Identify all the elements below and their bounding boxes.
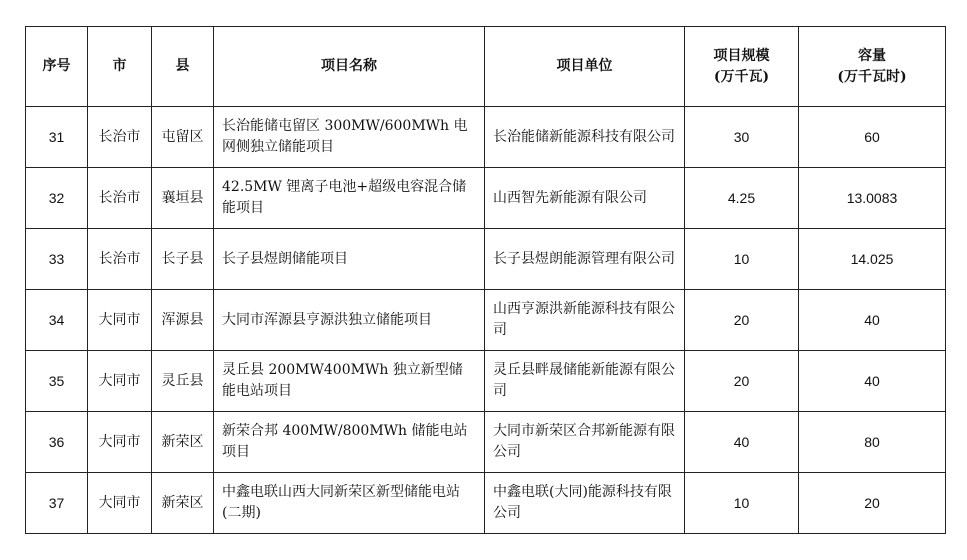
cell-seq: 37 [26, 473, 88, 534]
cell-seq: 33 [26, 229, 88, 290]
cell-county: 浑源县 [152, 290, 214, 351]
cell-seq: 35 [26, 351, 88, 412]
header-scale [685, 27, 799, 107]
cell-name: 中鑫电联山西大同新荣区新型储能电站(二期) [214, 473, 485, 534]
cell-capacity: 60 [799, 107, 946, 168]
cell-scale: 10 [685, 473, 799, 534]
cell-city: 大同市 [88, 412, 152, 473]
cell-capacity: 14.025 [799, 229, 946, 290]
table-row [26, 412, 946, 473]
header-capacity [799, 27, 946, 107]
table-row [26, 168, 946, 229]
header-city: 市 [88, 27, 152, 107]
header-scale-line2: (万千瓦) [713, 68, 770, 85]
cell-county: 长子县 [152, 229, 214, 290]
cell-name: 灵丘县 200MW400MWh 独立新型储能电站项目 [214, 351, 485, 412]
cell-city: 长治市 [88, 168, 152, 229]
header-capacity-line1: 容量 [858, 47, 886, 64]
cell-city: 长治市 [88, 107, 152, 168]
cell-unit: 长治能储新能源科技有限公司 [485, 107, 685, 168]
cell-unit: 山西亨源洪新能源科技有限公司 [485, 290, 685, 351]
cell-capacity: 40 [799, 290, 946, 351]
cell-scale: 40 [685, 412, 799, 473]
project-table [25, 26, 946, 534]
cell-seq: 34 [26, 290, 88, 351]
cell-city: 大同市 [88, 351, 152, 412]
cell-scale: 10 [685, 229, 799, 290]
header-seq: 序号 [26, 27, 88, 107]
cell-name: 42.5MW 锂离子电池+超级电容混合储能项目 [214, 168, 485, 229]
header-unit: 项目单位 [485, 27, 685, 107]
table-row [26, 290, 946, 351]
cell-county: 襄垣县 [152, 168, 214, 229]
header-capacity-line2: (万千瓦时) [837, 68, 907, 85]
header-scale-line1: 项目规模 [713, 47, 770, 64]
cell-scale: 30 [685, 107, 799, 168]
cell-city: 大同市 [88, 473, 152, 534]
cell-name: 长治能储屯留区 300MW/600MWh 电网侧独立储能项目 [214, 107, 485, 168]
cell-capacity: 40 [799, 351, 946, 412]
cell-name: 长子县煜朗储能项目 [214, 229, 485, 290]
cell-city: 长治市 [88, 229, 152, 290]
cell-county: 新荣区 [152, 473, 214, 534]
table-row [26, 351, 946, 412]
cell-unit: 灵丘县畔晟储能新能源有限公司 [485, 351, 685, 412]
header-row [26, 27, 946, 107]
cell-unit: 山西智先新能源有限公司 [485, 168, 685, 229]
cell-county: 灵丘县 [152, 351, 214, 412]
table-row [26, 107, 946, 168]
table-row [26, 229, 946, 290]
header-county: 县 [152, 27, 214, 107]
cell-seq: 32 [26, 168, 88, 229]
cell-unit: 长子县煜朗能源管理有限公司 [485, 229, 685, 290]
cell-capacity: 80 [799, 412, 946, 473]
cell-seq: 36 [26, 412, 88, 473]
cell-city: 大同市 [88, 290, 152, 351]
cell-seq: 31 [26, 107, 88, 168]
cell-scale: 4.25 [685, 168, 799, 229]
cell-name: 大同市浑源县亨源洪独立储能项目 [214, 290, 485, 351]
cell-county: 屯留区 [152, 107, 214, 168]
cell-unit: 中鑫电联(大同)能源科技有限公司 [485, 473, 685, 534]
table-row [26, 473, 946, 534]
cell-scale: 20 [685, 351, 799, 412]
cell-unit: 大同市新荣区合邦新能源有限公司 [485, 412, 685, 473]
cell-scale: 20 [685, 290, 799, 351]
cell-name: 新荣合邦 400MW/800MWh 储能电站项目 [214, 412, 485, 473]
cell-capacity: 13.0083 [799, 168, 946, 229]
cell-county: 新荣区 [152, 412, 214, 473]
cell-capacity: 20 [799, 473, 946, 534]
header-name: 项目名称 [214, 27, 485, 107]
